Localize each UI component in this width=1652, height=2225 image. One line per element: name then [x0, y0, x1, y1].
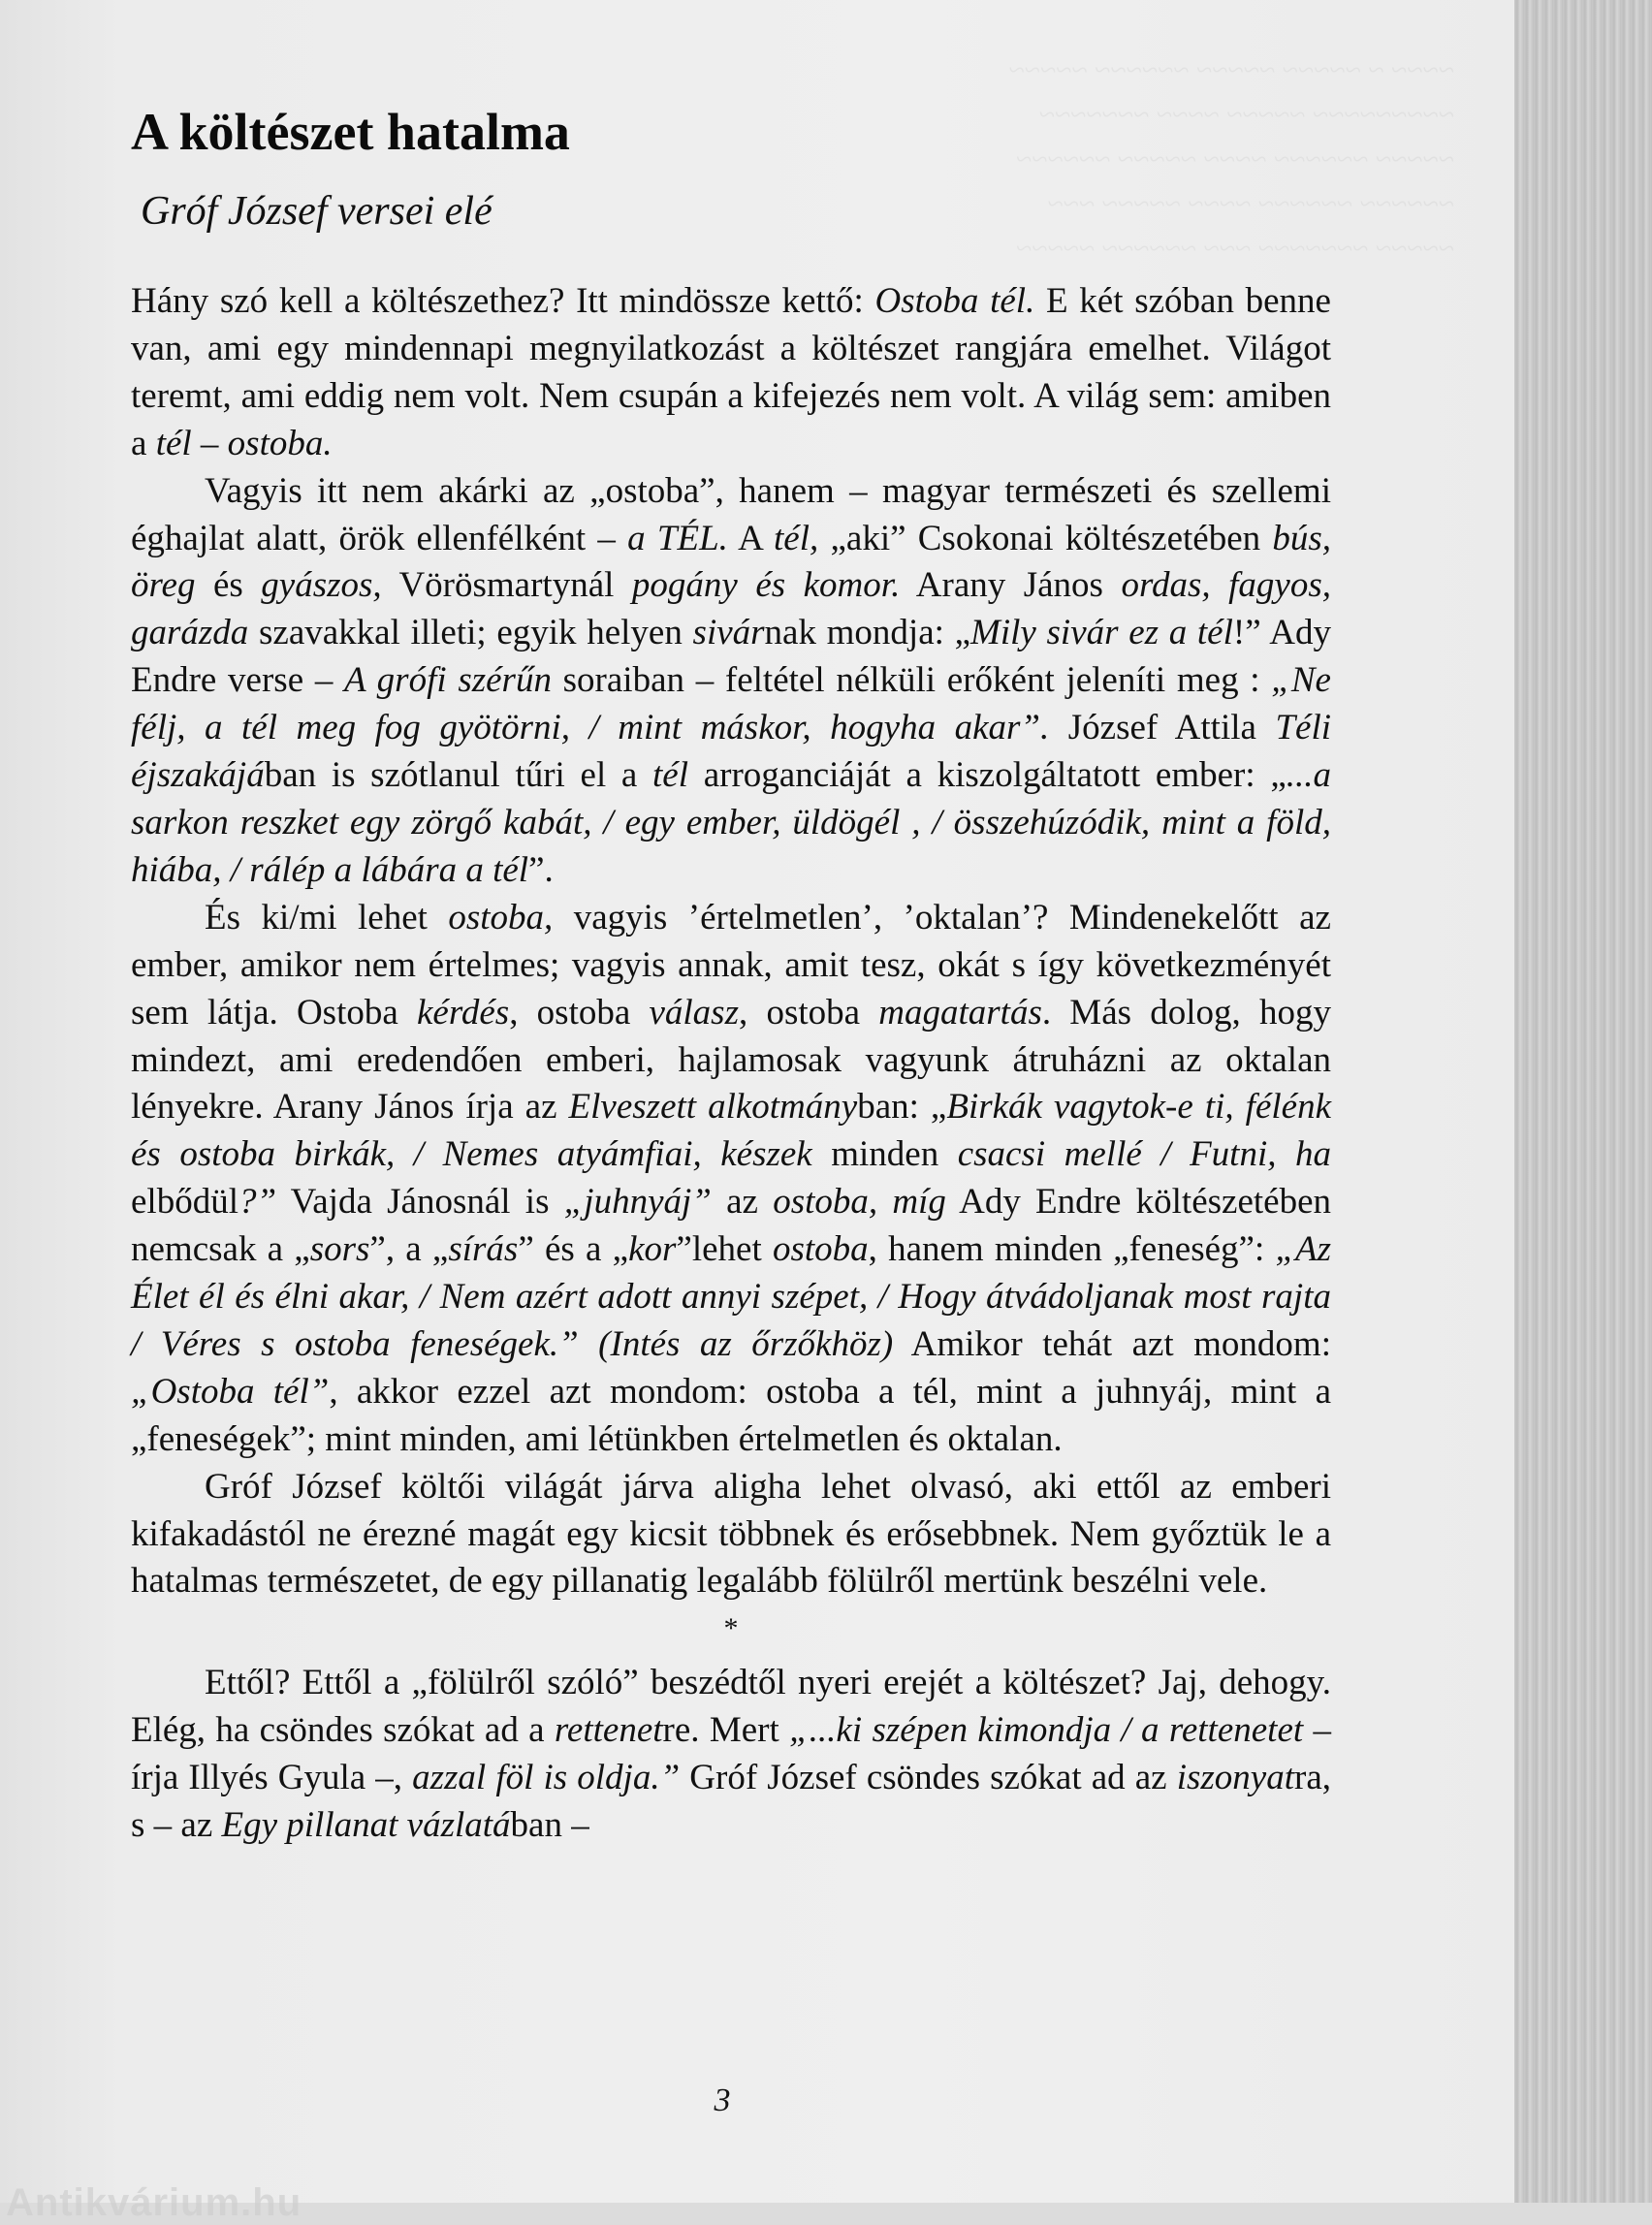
text-run: ra, s – az: [131, 1758, 1331, 1846]
italic-text: sors: [309, 1229, 370, 1270]
page-number: 3: [714, 2082, 731, 2118]
paragraph: [131, 1660, 1331, 1850]
text-run: !” Ady Endre verse –: [131, 613, 1331, 701]
italic-text: ...a sarkon reszket egy zörgő kabát, / egy ember, üldögél , / összehúzódik, mint a föld, hiába, / rálép a lábára a tél: [131, 755, 1331, 890]
italic-text: sírás: [448, 1229, 519, 1270]
page-subtitle: Gróf József versei elé: [141, 189, 492, 234]
text-run: , ostoba: [738, 992, 879, 1033]
italic-text: ?”: [238, 1182, 277, 1223]
italic-text: „Az Élet él és élni akar, / Nem azért adott annyi szépet, / Hogy átvádoljanak most rajta / Véres s ostoba feneségek.” (Intés az őrzőkhöz): [131, 1229, 1332, 1364]
italic-text: ostoba, míg: [773, 1182, 946, 1223]
italic-text: rettenet: [554, 1710, 663, 1751]
italic-text: „Ostoba tél”: [131, 1371, 330, 1412]
bleed-through-text: ~~~~ ~ ~~~~~ ~~~~~ ~~~~~~ ~~~~~ ~~~~~~~~~ ~~~~~ ~~~~ ~~~~~~~ ~~~~~ ~~~~~~ ~~~~ ~~~~~ ~~~~~~ ~~~~~~ ~~~~~~ ~~~~ ~~~~~ ~~~ ~~~~~ ~~~~~~~ ~~~ ~~~~~~ ~~~~~: [1008, 54, 1454, 265]
text-run: soraiban – feltétel nélküli erőként jeleníti meg :: [551, 660, 1272, 701]
paragraph: [131, 895, 1331, 1464]
text-run: ”.: [528, 849, 554, 890]
paragraphs-after-separator: [131, 1660, 1331, 1850]
italic-text: iszonyat: [1176, 1758, 1294, 1798]
italic-text: Téli éjszakájá: [131, 708, 1331, 796]
italic-text: A grófi szérűn: [344, 660, 552, 701]
italic-text: tél: [652, 755, 689, 796]
text-run: vagyis ’értelmetlen’, ’oktalan’? Mindenekelőtt az ember, amikor nem értelmes; vagyis annak, amit tesz, okát s így következményét sem látja. Ostoba: [131, 897, 1331, 1033]
italic-text: Ostoba tél.: [874, 281, 1035, 321]
italic-text: Mily sivár ez a tél: [970, 613, 1233, 653]
italic-text: „juhnyáj”: [563, 1182, 712, 1223]
text-run: Ady Endre költészetében nemcsak a „: [131, 1182, 1331, 1270]
text-run: . Más dolog, hogy mindezt, ami eredendően emberi, hajlamosak vagyunk átruházni az oktalan lényekre. Arany János írja az: [131, 992, 1331, 1128]
text-run: József Attila: [1049, 708, 1276, 748]
italic-text: magatartás: [878, 992, 1042, 1033]
italic-text: gyászos,: [261, 565, 382, 606]
text-run: ban: „: [857, 1087, 947, 1128]
text-run: És ki/mi lehet: [205, 897, 449, 938]
text-run: minden: [811, 1134, 958, 1175]
paragraph: [131, 278, 1331, 468]
article: [131, 100, 1331, 1850]
italic-text: ordas, fagyos, garázda: [131, 565, 1331, 653]
section-separator: *: [723, 1612, 739, 1645]
text-run: – írja Illyés Gyula –,: [131, 1710, 1331, 1798]
italic-text: ostoba: [772, 1229, 869, 1270]
text-run: az: [711, 1182, 774, 1223]
text-run: és: [195, 565, 262, 606]
italic-text: azzal föl is oldja.”: [412, 1758, 681, 1798]
italic-text: válasz: [649, 992, 739, 1033]
text-run: Vörösmartynál: [381, 565, 632, 606]
text-run: nak mondja: „: [764, 613, 971, 653]
text-run: elbődül: [131, 1182, 238, 1223]
italic-text: bús, öreg: [131, 518, 1332, 606]
text-run: , hanem minden „feneség”:: [868, 1229, 1276, 1270]
italic-text: „Ne félj, a tél meg fog gyötörni, / mint máskor, hogyha akar”.: [131, 660, 1331, 748]
italic-text: csacsi mellé / Futni, ha: [957, 1134, 1331, 1175]
text-run: A: [727, 518, 775, 558]
text-run: ”, a „: [369, 1229, 449, 1270]
watermark: Antikvárium.hu: [6, 2181, 302, 2224]
text-run: arroganciáját a kiszolgáltatott ember: „: [688, 755, 1287, 796]
text-run: Arany János: [900, 565, 1122, 606]
text-run: E két szóban benne van, ami egy mindennapi megnyilatkozást a költészet rangjára emelhet. Világot teremt, ami eddig nem volt. Nem csupán a kifejezés nem volt. A világ sem: amiben a: [131, 281, 1331, 463]
paragraphs-before-separator: [131, 278, 1331, 1605]
italic-text: ostoba,: [448, 897, 554, 938]
italic-text: Egy pillanat vázlatá: [221, 1805, 511, 1846]
text-run: Amikor tehát azt mondom:: [893, 1323, 1331, 1364]
paragraph: [131, 1464, 1331, 1606]
italic-text: „...ki szépen kimondja / a rettenetet: [789, 1710, 1304, 1751]
italic-text: kérdés: [417, 992, 510, 1033]
text-run: , ostoba: [509, 992, 650, 1033]
page-title: A költészet hatalma: [131, 103, 570, 161]
italic-text: Elveszett alkotmány: [568, 1087, 858, 1128]
italic-text: kor: [628, 1229, 677, 1270]
text-run: ban –: [510, 1805, 589, 1846]
text-run: Hány szó kell a költészethez? Itt mindössze kettő:: [131, 281, 875, 321]
text-run: ban is szótlanul tűri el a: [264, 755, 653, 796]
text-run: Vagyis itt nem akárki az „ostoba”, hanem – magyar természeti és szellemi éghajlat alatt, örök ellenfélként –: [131, 470, 1331, 558]
text-run: Gróf József csöndes szókat ad az: [680, 1758, 1177, 1798]
text-run: Gróf József költői világát járva aligha lehet olvasó, aki ettől az emberi kifakadástól ne érezné magát egy kicsit többnek és erősebbnek. Nem győztük le a hatalmas természetet, de egy pillanatig legalább fölülről mertünk beszélni vele.: [131, 1466, 1331, 1602]
article-body: [131, 278, 1331, 1850]
italic-text: tél,: [774, 518, 819, 558]
text-run: ”lehet: [676, 1229, 773, 1270]
italic-text: sivár: [692, 613, 765, 653]
text-run: re. Mert: [662, 1710, 790, 1751]
text-run: , akkor ezzel azt mondom: ostoba a tél, mint a juhnyáj, mint a „feneségek”; mint minden, ami létünkben értelmetlen és oktalan.: [131, 1371, 1331, 1459]
paragraph: [131, 468, 1331, 895]
text-run: Vajda Jánosnál is: [276, 1182, 564, 1223]
text-run: ” és a „: [518, 1229, 629, 1270]
italic-text: tél – ostoba.: [155, 423, 333, 463]
italic-text: pogány és komor.: [631, 565, 901, 606]
text-run: szavakkal illeti; egyik helyen: [248, 613, 693, 653]
text-run: „aki” Csokonai költészetében: [818, 518, 1273, 558]
text-run: Ettől? Ettől a „fölülről szóló” beszédtől nyeri erejét a költészet? Jaj, dehogy. Elég, ha csöndes szókat ad a: [131, 1663, 1331, 1751]
italic-text: Birkák vagytok-e ti, félénk és ostoba birkák, / Nemes atyámfiai, készek: [131, 1087, 1331, 1175]
page-edge-stack: [1514, 0, 1652, 2203]
italic-text: a TÉL.: [627, 518, 728, 558]
